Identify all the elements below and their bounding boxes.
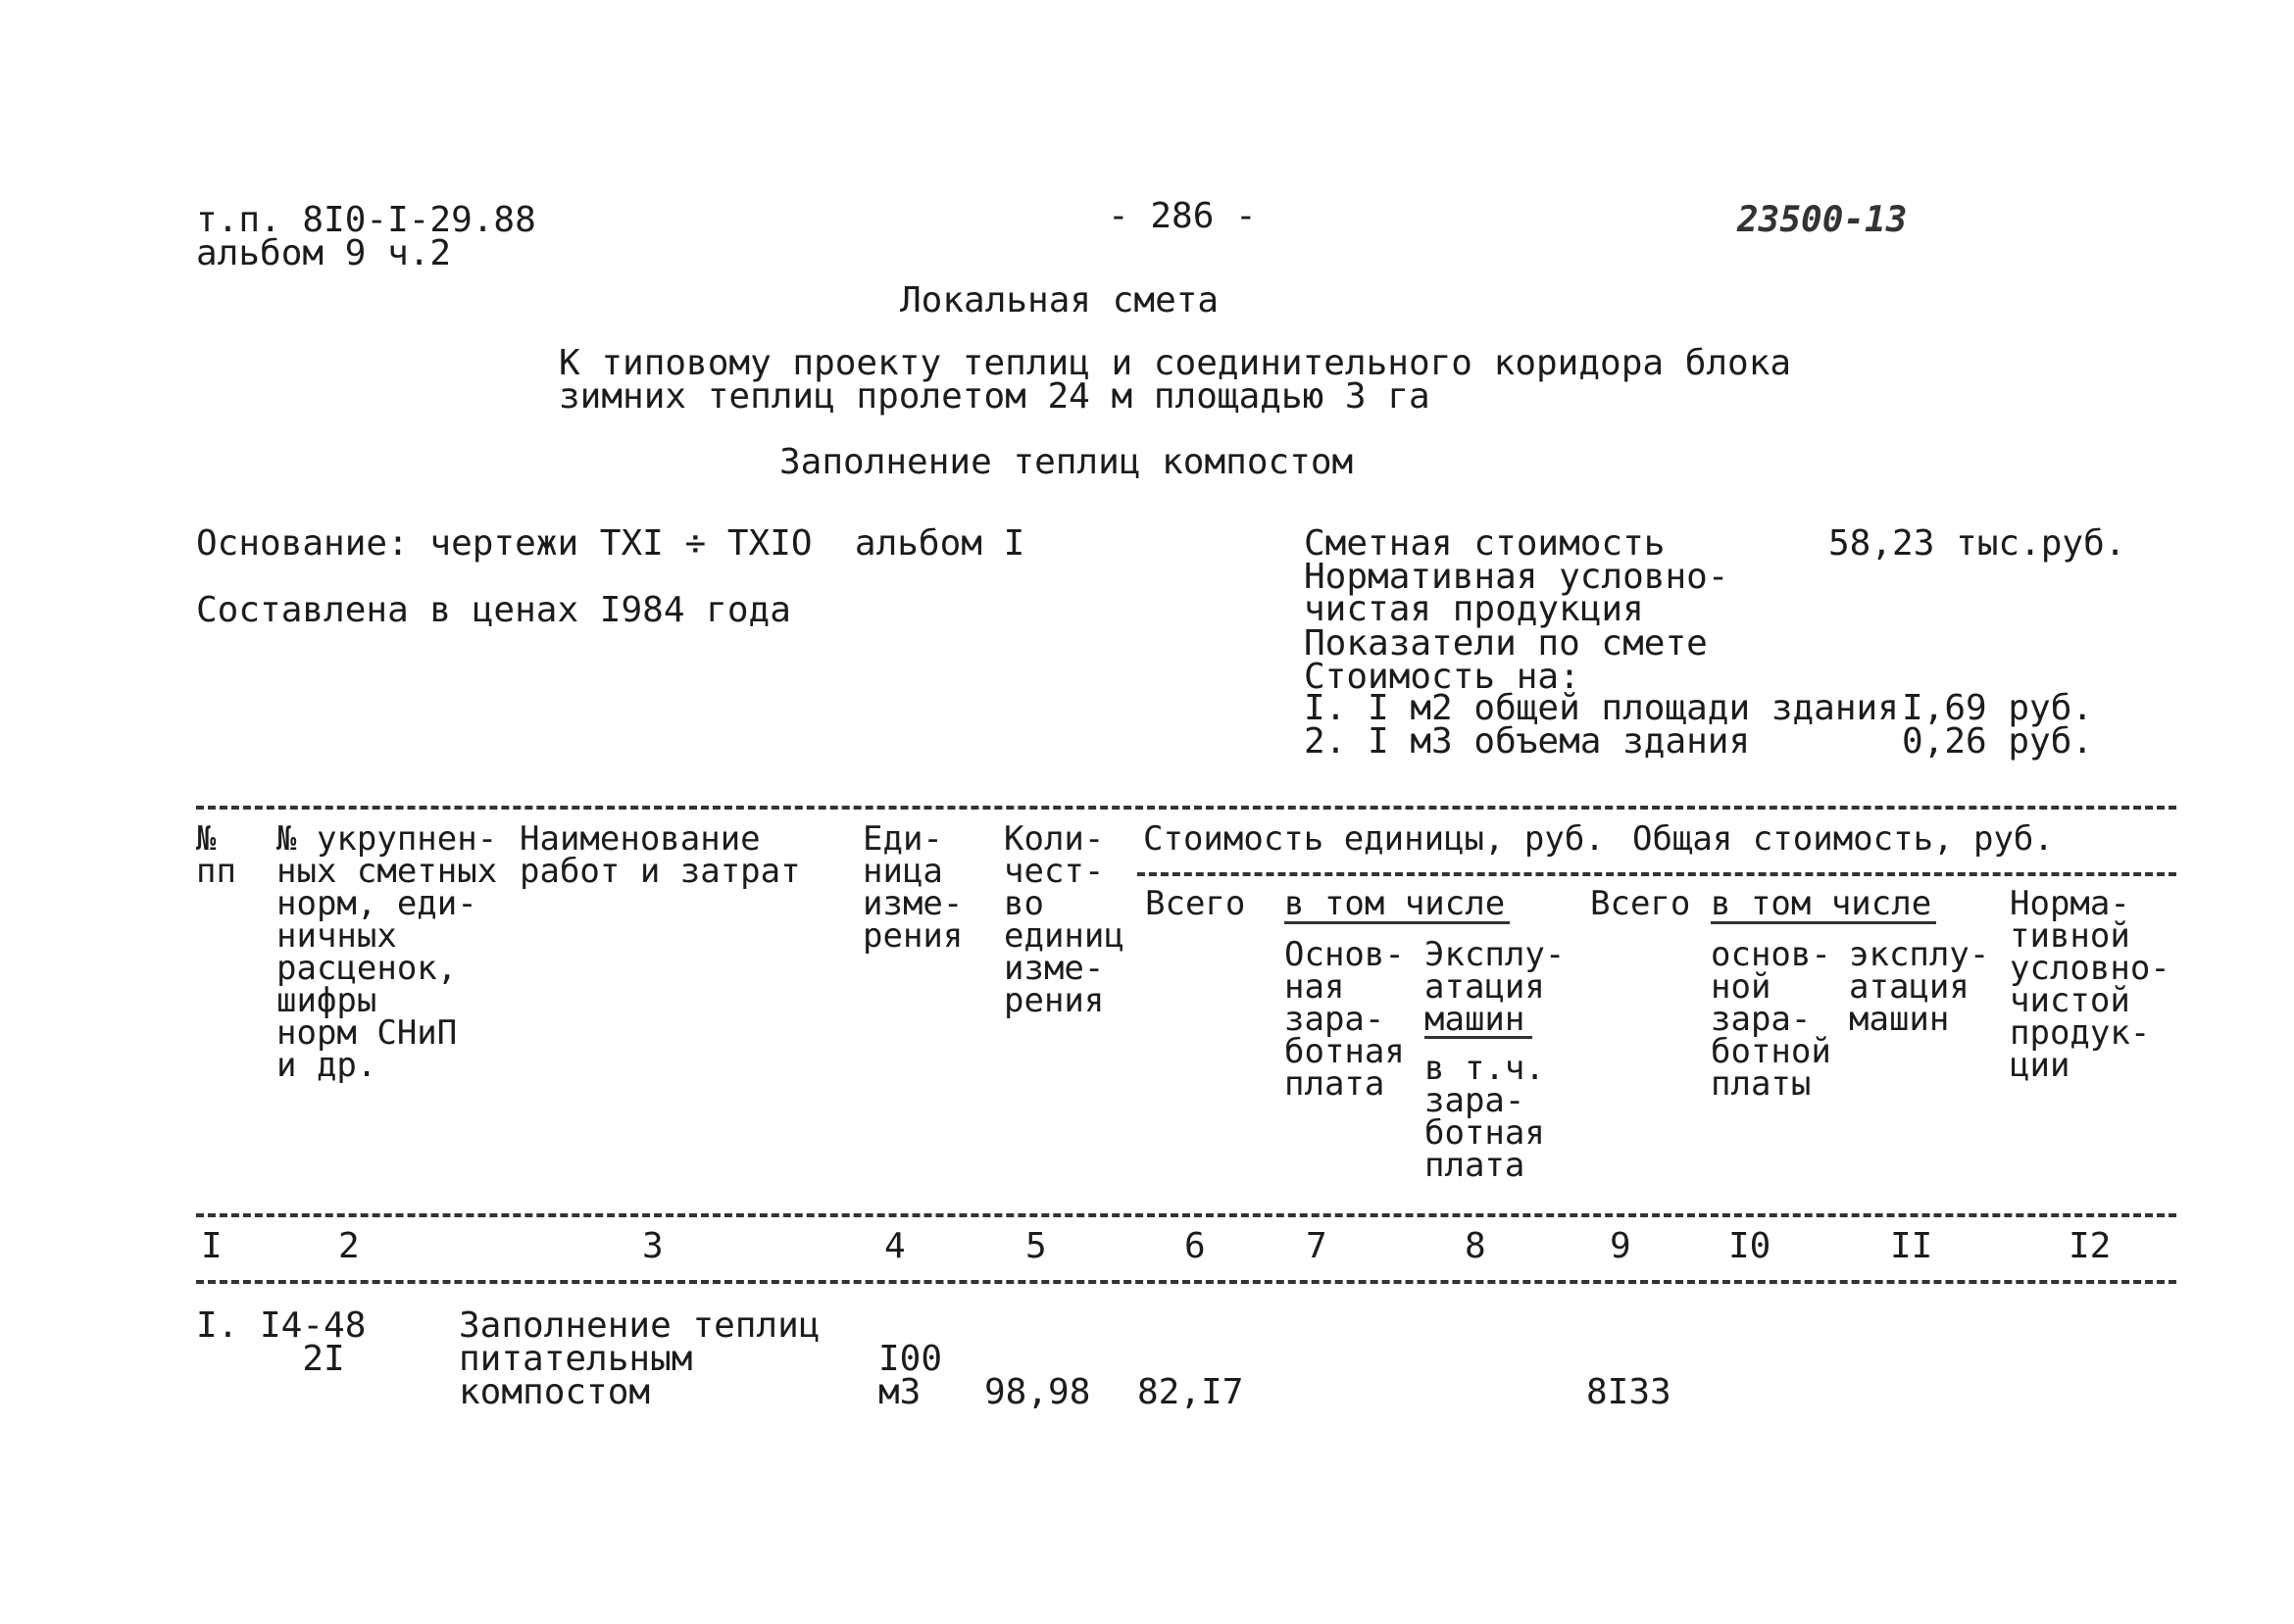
column-number: 7 xyxy=(1306,1226,1327,1266)
normative-label-2: чистая продукция xyxy=(1304,589,1644,629)
title-line-1: К типовому проекту теплиц и соединительного коридора блока xyxy=(559,343,1792,383)
column-number: I xyxy=(201,1226,223,1266)
col-header-base-wage: Основ- ная зара- ботная плата xyxy=(1284,935,1405,1104)
col-header-including-2: в том числе xyxy=(1711,884,1932,923)
col-header-grand-total: Всего xyxy=(1590,884,1691,923)
row-quantity: 98,98 xyxy=(984,1372,1091,1412)
project-code: т.п. 8I0-I-29.88 xyxy=(196,200,536,240)
col-header-normative-product: Норма- тивной условно- чистой продук- ции xyxy=(2010,884,2170,1085)
indicators-label: Показатели по смете xyxy=(1304,623,1708,664)
col-header-unit: Еди- ница изме- рения xyxy=(863,819,964,956)
estimated-cost-label: Сметная стоимость xyxy=(1304,523,1666,564)
estimated-cost-value: 58,23 тыс.руб. xyxy=(1828,523,2126,564)
col-header-total-machine-operation: эксплу- атация машин xyxy=(1849,935,1990,1039)
col-header-unit-total: Всего xyxy=(1145,884,1246,923)
indicator-2-label: 2. I м3 объема здания xyxy=(1304,721,1751,762)
estimate-subject: Заполнение теплиц компостом xyxy=(779,442,1354,482)
col-header-norm-code: № укрупнен- ных сметных норм, еди- ничных расценок, шифры норм СНиП и др. xyxy=(276,819,498,1085)
column-number: 2 xyxy=(338,1226,360,1266)
col-header-machine-wage: в т.ч. зара- ботная плата xyxy=(1424,1049,1545,1185)
column-number: 4 xyxy=(884,1226,906,1266)
row-work-name: Заполнение теплиц питательным компостом xyxy=(459,1305,821,1412)
column-number: I2 xyxy=(2069,1226,2112,1266)
column-number: 9 xyxy=(1610,1226,1631,1266)
album-label: альбом 9 ч.2 xyxy=(196,233,452,273)
header-bottom-rule xyxy=(196,1213,2176,1217)
column-number: 8 xyxy=(1465,1226,1486,1266)
cost-on-label: Стоимость на: xyxy=(1304,657,1580,697)
table-top-rule xyxy=(196,806,2176,810)
page-title: Локальная смета xyxy=(900,280,1220,320)
document-number: 23500-13 xyxy=(1737,200,1908,240)
page-number: - 286 - xyxy=(1108,196,1257,236)
column-number: 3 xyxy=(642,1226,664,1266)
column-number: 6 xyxy=(1184,1226,1206,1266)
col-header-work-name: Наименование работ и затрат xyxy=(520,819,801,891)
column-numbers-rule xyxy=(196,1280,2176,1284)
column-number: II xyxy=(1890,1226,1933,1266)
row-grand-total: 8I33 xyxy=(1586,1372,1671,1412)
prices-line: Составлена в ценах I984 года xyxy=(196,590,791,630)
indicator-2-value: 0,26 руб. xyxy=(1902,721,2094,762)
col-header-total-cost-group: Общая стоимость, руб. xyxy=(1632,819,2054,859)
col-header-total-base-wage: основ- ной зара- ботной платы xyxy=(1711,935,1831,1104)
col-header-quantity: Коли- чест- во единиц изме- рения xyxy=(1004,819,1124,1020)
row-unit: I00 м3 xyxy=(878,1339,943,1412)
machines-underline xyxy=(1424,1036,1532,1039)
including-1-underline xyxy=(1284,921,1510,924)
indicator-1-label: I. I м2 общей площади здания xyxy=(1304,688,1899,728)
column-number: I0 xyxy=(1728,1226,1771,1266)
row-unit-total: 82,I7 xyxy=(1137,1372,1244,1412)
group-rule xyxy=(1137,872,2176,876)
col-header-including-1: в том числе xyxy=(1284,884,1506,923)
col-header-machine-operation: Эксплу- атация машин xyxy=(1424,935,1566,1039)
row-number: I. xyxy=(196,1305,239,1346)
basis-line: Основание: чертежи ТХI ÷ ТХIО альбом I xyxy=(196,523,1025,564)
col-header-unit-cost-group: Стоимость единицы, руб. xyxy=(1143,819,1605,859)
col-header-row-number: № пп xyxy=(196,819,236,891)
title-line-2: зимних теплиц пролетом 24 м площадью 3 га xyxy=(559,376,1430,417)
including-2-underline xyxy=(1711,921,1936,924)
row-norm-code: I4-48 2I xyxy=(260,1305,367,1379)
column-number: 5 xyxy=(1025,1226,1047,1266)
normative-label-1: Нормативная условно- xyxy=(1304,557,1729,597)
indicator-1-value: I,69 руб. xyxy=(1902,688,2094,728)
